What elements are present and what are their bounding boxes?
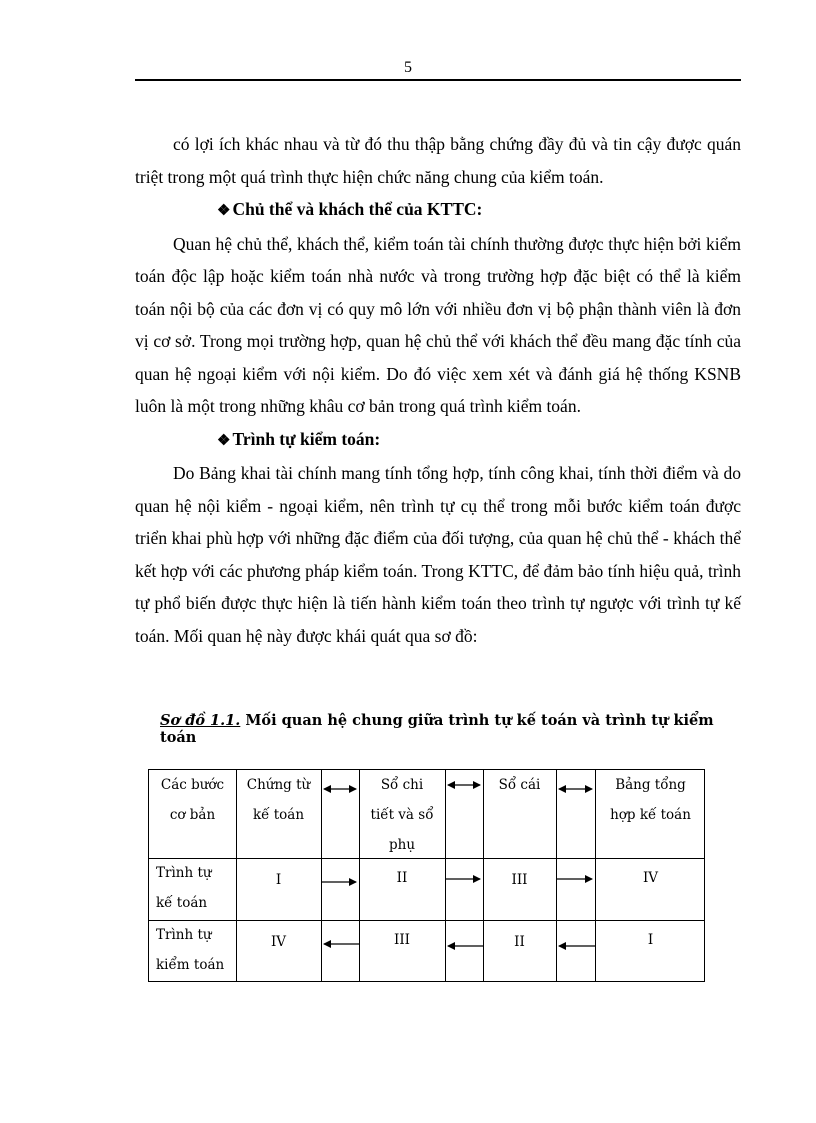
audit-step-2: III bbox=[394, 932, 410, 948]
header-vouchers: Chứng từ kế toán bbox=[246, 777, 311, 823]
acct-step-2: II bbox=[396, 870, 408, 886]
acct-step-4: IV bbox=[642, 870, 659, 886]
header-summary-table: Bảng tổng hợp kế toán bbox=[610, 777, 691, 823]
header-general-ledger: Sổ cái bbox=[498, 777, 541, 793]
row-accounting-label: Trình tự kế toán bbox=[156, 865, 212, 911]
audit-step-3: II bbox=[514, 934, 525, 950]
acct-step-3: III bbox=[511, 872, 528, 888]
header-rule bbox=[135, 79, 741, 81]
paragraph-3: Do Bảng khai tài chính mang tính tổng hợp, tính công khai, tính thời điểm và do quan hệ nội kiểm - ngoại kiểm, nên trình tự cụ thể trong mỗi bước kiểm toán được triển khai phù hợp với những đặc điểm của đối tượng, của quan hệ chủ thể - khách thể kết hợp với các phương pháp kiểm toán. Trong KTTC, để đảm bảo tính hiệu quả, trình tự phổ biến được thực hiện là tiến hành kiểm toán theo trình tự ngược với trình tự kế toán. Mối quan hệ này được khái quát qua sơ đồ: bbox=[135, 463, 741, 646]
heading-subject-object-text: Chủ thể và khách thể của KTTC: bbox=[232, 199, 483, 219]
caption-text: Mối quan hệ chung giữa trình tự kế toán và trình tự kiểm toán bbox=[160, 712, 714, 746]
acct-step-1: I bbox=[275, 872, 282, 888]
caption-label: Sơ đồ 1.1. bbox=[160, 712, 241, 729]
paragraph-2: Quan hệ chủ thể, khách thể, kiểm toán tài chính thường được thực hiện bởi kiểm toán độc lập hoặc kiểm toán nhà nước và trong trường hợp đặc biệt có thể là kiểm toán nội bộ của các đơn vị có quy mô lớn với nhiều đơn vị bộ phận thành viên là đơn vị cơ sở. Trong mọi trường hợp, quan hệ chủ thể với khách thể đều mang đặc tính của quan hệ ngoại kiểm với nội kiểm. Do đó việc xem xét và đánh giá hệ thống KSNB luôn là một trong những khâu cơ bản trong quá trình kiểm toán. bbox=[135, 233, 741, 416]
audit-step-1: IV bbox=[270, 934, 287, 950]
diamond-bullet-icon: ❖ bbox=[217, 203, 231, 219]
heading-audit-sequence bbox=[217, 423, 741, 458]
flow-arrows bbox=[149, 770, 706, 983]
diamond-bullet-icon: ❖ bbox=[217, 432, 231, 449]
paragraph-1: có lợi ích khác nhau và từ đó thu thập bằng chứng đầy đủ và tin cậy được quán triệt trong một quá trình thực hiện chức năng chung của kiểm toán. bbox=[135, 134, 741, 187]
header-detail-ledgers: Sổ chi tiết và sổ phụ bbox=[370, 777, 434, 853]
diagram-caption bbox=[160, 712, 740, 746]
heading-audit-sequence-text: Trình tự kiểm toán: bbox=[232, 428, 381, 449]
audit-step-4: I bbox=[647, 932, 654, 948]
body-text bbox=[135, 128, 741, 652]
diagram-table bbox=[148, 769, 705, 982]
row-audit-label: Trình tự kiểm toán bbox=[156, 927, 225, 973]
page-number: 5 bbox=[404, 59, 412, 76]
heading-subject-object bbox=[217, 193, 741, 228]
header-basic-steps: Các bước cơ bản bbox=[160, 777, 225, 823]
